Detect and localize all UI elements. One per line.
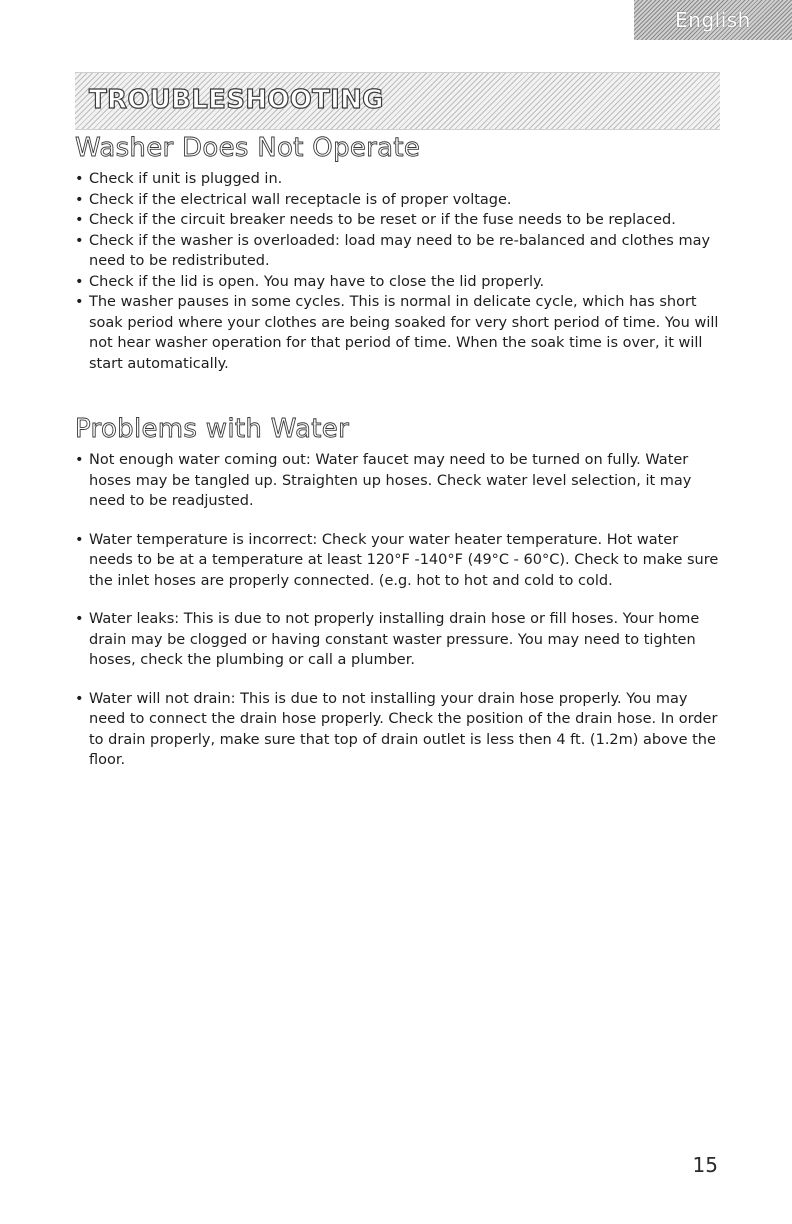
language-label: English <box>675 8 751 32</box>
section-title: TROUBLESHOOTING <box>89 85 384 115</box>
list-item: • Check if the washer is overloaded: load may need to be re-balanced and clothes may need to be redistributed. <box>75 231 725 272</box>
list-item: • Water will not drain: This is due to not installing your drain hose properly. You may need to connect the drain hose properly. Check the position of the drain hose. In order to drain properly, make sure that top of drain outlet is less then 4 ft. (1.2m) above the floor. <box>75 689 725 771</box>
list-item: • Water temperature is incorrect: Check your water heater temperature. Hot water needs to be at a temperature at least 120°F -140°F (49°C - 60°C). Check to make sure the inlet hoses are properly connected. (e.g. hot to hot and cold to cold. <box>75 530 725 592</box>
list-item: • Check if the lid is open. You may have to close the lid properly. <box>75 272 725 293</box>
list-item: • Not enough water coming out: Water faucet may need to be turned on fully. Water hoses may be tangled up. Straighten up hoses. Check water level selection, it may need to be readjusted. <box>75 450 725 512</box>
list-item: • Check if unit is plugged in. <box>75 169 725 190</box>
list-washer-does-not-operate <box>75 169 725 374</box>
page-number: 15 <box>692 1153 718 1177</box>
section-banner <box>75 72 720 130</box>
list-problems-with-water <box>75 450 725 771</box>
heading-washer-does-not-operate: Washer Does Not Operate <box>75 133 421 163</box>
language-tab <box>634 0 792 40</box>
page-content <box>75 133 725 789</box>
list-item: • Check if the electrical wall receptacle is of proper voltage. <box>75 190 725 211</box>
list-item: • Check if the circuit breaker needs to be reset or if the fuse needs to be replaced. <box>75 210 725 231</box>
list-item: • The washer pauses in some cycles. This is normal in delicate cycle, which has short soak period where your clothes are being soaked for very short period of time. You will not hear washer operation for that period of time. When the soak time is over, it will start automatically. <box>75 292 725 374</box>
heading-problems-with-water: Problems with Water <box>75 414 350 444</box>
list-item: • Water leaks: This is due to not properly installing drain hose or fill hoses. Your home drain may be clogged or having constant waster pressure. You may need to tighten hoses, check the plumbing or call a plumber. <box>75 609 725 671</box>
